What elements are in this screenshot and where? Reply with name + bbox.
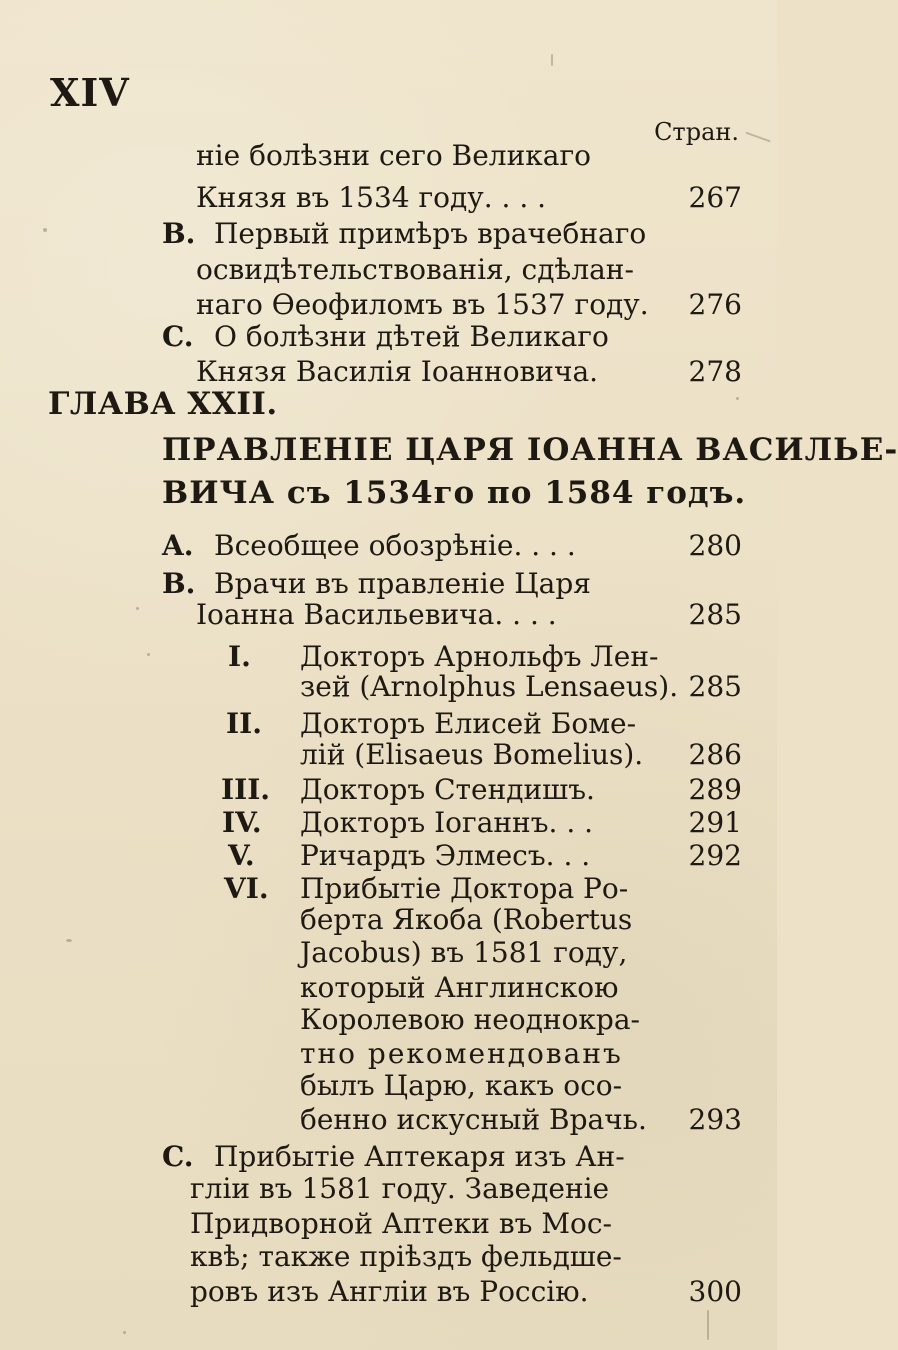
toc-line-text: гліи въ 1581 году. Заведеніе <box>190 1172 610 1205</box>
toc-line <box>0 595 777 635</box>
paper-speck <box>736 397 739 400</box>
toc-line-text: Докторъ Елисей Боме- <box>300 707 637 740</box>
toc-line-text: ніе болѣзни сего Великаго <box>196 139 591 172</box>
toc-marker: C. <box>162 320 194 353</box>
toc-line-text: бенно искусный Врачь. <box>300 1103 647 1136</box>
toc-line-page: 276 <box>688 288 742 321</box>
toc-line <box>0 1100 777 1140</box>
paper-speck <box>66 939 72 942</box>
toc-line <box>0 1272 777 1312</box>
toc-line-page: 267 <box>688 181 742 214</box>
toc-line-page: 278 <box>688 355 742 388</box>
toc-line-text: Прибытіе Аптекаря изъ Ан- <box>214 1140 625 1173</box>
toc-line <box>0 1169 777 1209</box>
toc-marker: B. <box>162 217 196 250</box>
toc-marker: II. <box>226 707 262 740</box>
toc-line <box>0 526 777 566</box>
toc-marker: IV. <box>222 806 262 839</box>
section-heading-line-1: ПРАВЛЕНІЕ ЦАРЯ ІОАННА ВАСИЛЬЕ- <box>162 432 898 468</box>
toc-line-text: берта Якоба (Robertus <box>300 903 633 936</box>
toc-line <box>0 317 777 357</box>
toc-line-text: О болѣзни дѣтей Великаго <box>214 320 609 353</box>
toc-line-page: 291 <box>688 806 742 839</box>
toc-marker: I. <box>228 640 251 673</box>
toc-line-page: 292 <box>688 839 742 872</box>
toc-line-text: Ричардъ Элмесъ. . . <box>300 839 591 872</box>
section-heading-line-2: ВИЧА съ 1534го по 1584 годъ. <box>162 475 747 511</box>
toc-marker: V. <box>228 839 255 872</box>
toc-line-page: 280 <box>688 529 742 562</box>
toc-line-text: Придворной Аптеки въ Мос- <box>190 1207 613 1240</box>
paper-speck <box>123 1331 126 1334</box>
toc-line-text: Jacobus) въ 1581 году, <box>300 936 628 969</box>
toc-line <box>0 178 777 218</box>
toc-line-text: Королевою неоднокра- <box>300 1003 640 1036</box>
toc-line-text: Докторъ Арнольфъ Лен- <box>300 640 659 673</box>
chapter-title: ГЛАВА XXII. <box>48 386 278 422</box>
toc-line-text: Врачи въ правленіе Царя <box>214 567 591 600</box>
toc-line-text: Прибытіе Доктора Ро- <box>300 872 629 905</box>
toc-line-text: тно рекомендованъ <box>300 1037 623 1070</box>
toc-line-text: Первый примѣръ врачебнаго <box>214 217 647 250</box>
toc-line <box>0 214 777 254</box>
toc-line-text: Князя Василія Іоанновича. <box>196 355 599 388</box>
toc-line-page: 293 <box>688 1103 742 1136</box>
toc-line <box>0 933 777 973</box>
paper-speck <box>136 607 139 610</box>
toc-marker: III. <box>221 773 271 806</box>
toc-line-text: Всеобщее обозрѣніе. . . . <box>214 529 576 562</box>
toc-line-text: былъ Царю, какъ осо- <box>300 1069 623 1102</box>
toc-line-page: 285 <box>688 670 742 703</box>
toc-line-text: Іоанна Васильевича. . . . <box>196 598 557 631</box>
toc-line-text: ровъ изъ Англіи въ Россію. <box>190 1275 589 1308</box>
toc-marker: A. <box>162 529 194 562</box>
toc-line-page: 300 <box>688 1275 742 1308</box>
paper-speck <box>147 653 150 656</box>
paper-mark <box>551 54 553 66</box>
page-column-header: Стран. <box>654 118 739 146</box>
toc-line-text: освидѣтельствованія, сдѣлан- <box>196 253 634 286</box>
toc-line-text: Князя въ 1534 году. . . . <box>196 181 547 214</box>
toc-line <box>0 250 777 290</box>
page-number: XIV <box>50 70 130 115</box>
toc-line-text: Докторъ Стендишъ. <box>300 773 595 806</box>
toc-line-text: Докторъ Іоганнъ. . . <box>300 806 594 839</box>
toc-line-page: 289 <box>688 773 742 806</box>
toc-line-text: квѣ; также пріѣздъ фельдше- <box>190 1240 622 1273</box>
toc-marker: VI. <box>224 872 269 905</box>
paper-speck <box>43 228 47 232</box>
toc-line-page: 286 <box>688 738 742 771</box>
toc-marker: B. <box>162 567 196 600</box>
toc-line-text: который Англинскою <box>300 971 619 1004</box>
toc-line-text: наго Ѳеофиломъ въ 1537 году. <box>196 288 649 321</box>
toc-line <box>0 667 777 707</box>
paper-mark <box>707 1310 709 1340</box>
toc-line-text: лій (Elisaeus Bomelius). <box>300 738 644 771</box>
toc-line <box>0 1237 777 1277</box>
toc-marker: C. <box>162 1140 194 1173</box>
toc-line-page: 285 <box>688 598 742 631</box>
toc-line <box>0 136 777 176</box>
toc-line <box>0 735 777 775</box>
toc-line-text: зей (Arnolphus Lensaeus). <box>300 670 679 703</box>
